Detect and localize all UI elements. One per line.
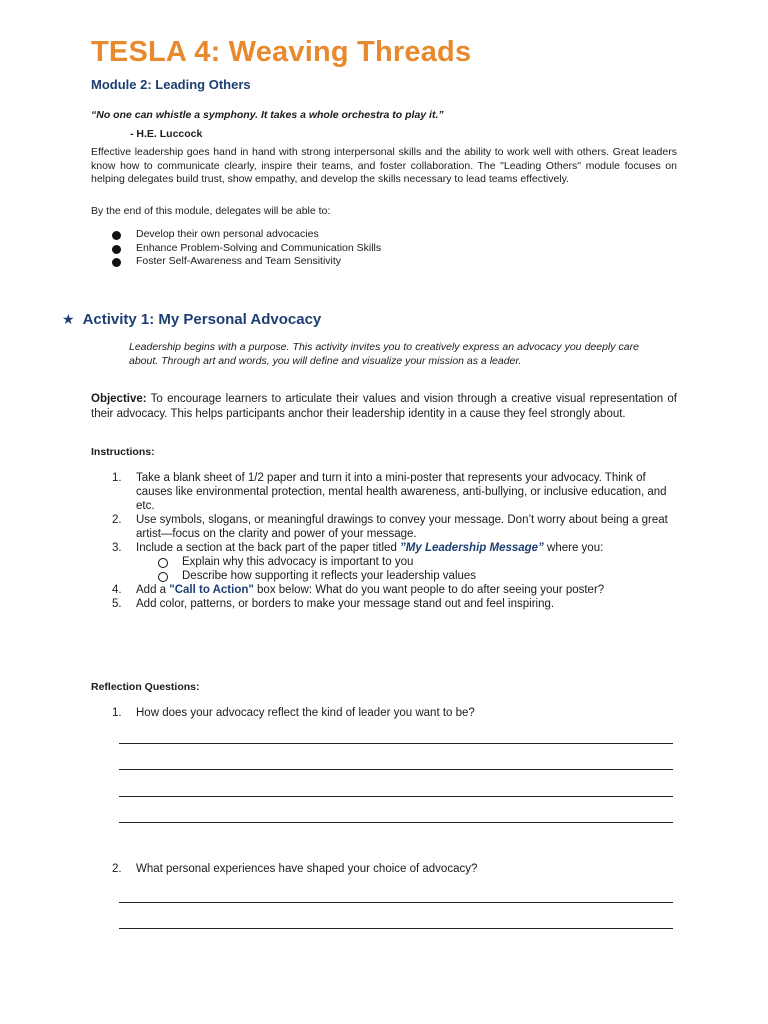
goal-text: Develop their own personal advocacies xyxy=(136,228,319,240)
sub-item xyxy=(136,569,682,583)
step-text: Add a xyxy=(136,584,170,596)
instruction-item xyxy=(112,541,682,583)
bullet-icon xyxy=(112,231,121,240)
answer-line[interactable] xyxy=(119,769,673,770)
step-text: Take a blank sheet of 1/2 paper and turn it into a mini-poster that represents your advocacy. Think of causes like environmental protection, mental health awareness, anti-bullying, or inclusive education, and etc. xyxy=(136,472,667,512)
goal-item xyxy=(112,228,381,242)
sub-item-text: Explain why this advocacy is important to you xyxy=(182,556,414,568)
reflection-heading: Reflection Questions: xyxy=(91,681,200,693)
goal-item xyxy=(112,255,381,269)
goal-text: Foster Self-Awareness and Team Sensitivity xyxy=(136,255,342,267)
step-text: where you: xyxy=(543,542,604,554)
goal-text: Enhance Problem-Solving and Communication Skills xyxy=(136,241,382,254)
step-number: 3. xyxy=(112,542,122,554)
step-text: Include a section at the back part of the paper titled xyxy=(136,542,401,554)
answer-line[interactable] xyxy=(119,796,673,797)
instructions-list xyxy=(112,471,682,611)
answer-line[interactable] xyxy=(119,822,673,823)
intro-paragraph: Effective leadership goes hand in hand with strong interpersonal skills and the ability to work well with others. Great leaders know how to communicate clearly, inspire their teams, and foster collaboration. The "Leading Others" module focuses on helping delegates build trust, show empathy, and develop the skills necessary to lead teams effectively. xyxy=(91,146,677,186)
question-number: 2. xyxy=(112,863,122,875)
step-text: Use symbols, slogans, or meaningful drawings to convey your message. Don’t worry about being a great artist—focus on the clarity and power of your message. xyxy=(136,514,668,540)
answer-line[interactable] xyxy=(119,902,673,903)
question-number: 1. xyxy=(112,707,122,719)
objective-text: To encourage learners to articulate their values and vision through a creative visual representation of their advocacy. This helps participants anchor their leadership identity in a cause they feel strongly about. xyxy=(91,393,677,420)
step-number: 1. xyxy=(112,472,122,484)
call-to-action-label: "Call to Action" xyxy=(169,584,254,596)
star-icon: ★ xyxy=(62,311,75,327)
circle-bullet-icon xyxy=(158,572,168,582)
instruction-item xyxy=(112,583,682,597)
objective-paragraph xyxy=(91,392,677,422)
circle-bullet-icon xyxy=(158,558,168,568)
question-text: What personal experiences have shaped your choice of advocacy? xyxy=(136,863,478,875)
activity-title: Activity 1: My Personal Advocacy xyxy=(82,311,322,328)
instructions-heading: Instructions: xyxy=(91,446,155,458)
answer-line[interactable] xyxy=(119,928,673,929)
objective-label: Objective: xyxy=(91,393,147,405)
step-text: Add color, patterns, or borders to make your message stand out and feel inspiring. xyxy=(136,598,555,610)
activity-lead: Leadership begins with a purpose. This activity invites you to creatively express an advocacy you deeply care about. Through art and words, you will define and visualize your mission as a leader. xyxy=(129,341,639,367)
quote-text: “No one can whistle a symphony. It takes a whole orchestra to play it.” xyxy=(91,109,444,121)
quote-author: - H.E. Luccock xyxy=(130,128,203,140)
leadership-message-title: ”My Leadership Message” xyxy=(400,542,544,554)
step-number: 2. xyxy=(112,514,122,526)
sub-list xyxy=(136,555,682,583)
step-number: 5. xyxy=(112,598,122,610)
reflection-question xyxy=(112,707,475,719)
sub-item xyxy=(136,555,682,569)
intro-lead: By the end of this module, delegates will be able to: xyxy=(91,205,331,217)
reflection-question xyxy=(112,863,477,875)
goals-list xyxy=(112,228,381,269)
question-text: How does your advocacy reflect the kind of leader you want to be? xyxy=(136,707,475,719)
goal-item xyxy=(112,242,381,256)
instruction-item xyxy=(112,513,682,541)
bullet-icon xyxy=(112,245,121,254)
step-number: 4. xyxy=(112,584,122,596)
page-title: TESLA 4: Weaving Threads xyxy=(91,36,472,68)
module-subtitle: Module 2: Leading Others xyxy=(91,77,251,92)
step-text: box below: What do you want people to do after seeing your poster? xyxy=(253,584,605,596)
bullet-icon xyxy=(112,258,121,267)
activity-heading xyxy=(62,311,321,328)
instruction-item xyxy=(112,471,682,513)
instruction-item xyxy=(112,597,682,611)
answer-line[interactable] xyxy=(119,743,673,744)
sub-item-text: Describe how supporting it reflects your leadership values xyxy=(182,570,477,582)
